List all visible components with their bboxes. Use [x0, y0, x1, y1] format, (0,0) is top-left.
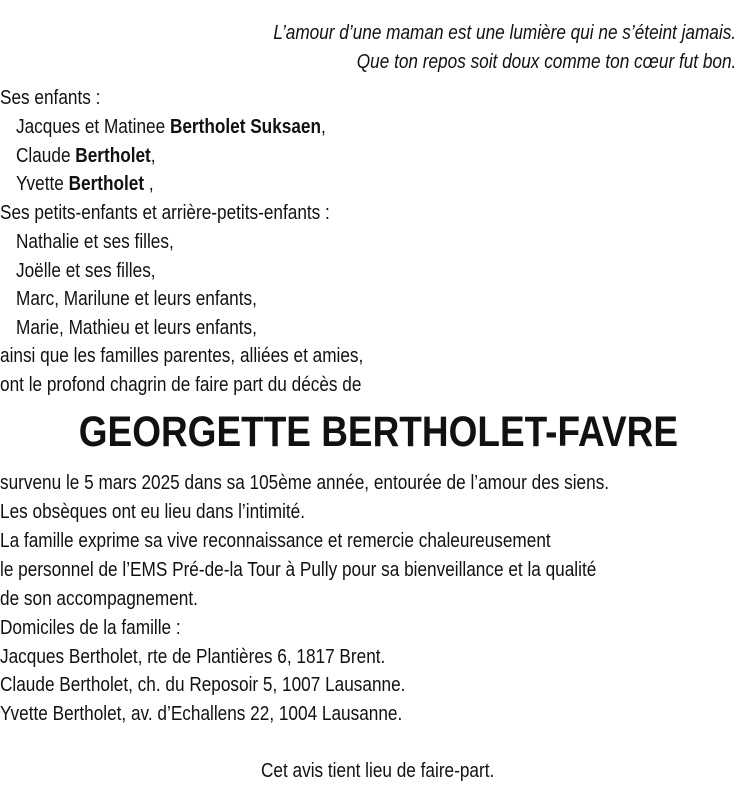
- grandchild-entry: Joëlle et ses filles,: [16, 260, 156, 282]
- child-entry: [16, 142, 156, 171]
- child-surname: Bertholet Suksaen: [169, 116, 321, 138]
- grandchild-entry: Marie, Mathieu et leurs enfants,: [16, 317, 257, 339]
- body-line: le personnel de l’EMS Pré-de-la Tour à Pully pour sa bienveillance et la qualité: [0, 559, 597, 581]
- child-given-names: Jacques et Matinee: [16, 116, 170, 138]
- children-heading: Ses enfants :: [0, 87, 101, 109]
- child-punctuation: ,: [320, 116, 326, 138]
- body-line: survenu le 5 mars 2025 dans sa 105ème année, entourée de l’amour des siens.: [0, 472, 610, 494]
- address-entry: Claude Bertholet, ch. du Reposoir 5, 1007 Lausanne.: [0, 674, 406, 696]
- child-surname: Bertholet: [75, 145, 151, 167]
- addresses-heading: Domiciles de la famille :: [0, 617, 181, 639]
- address-entry: Jacques Bertholet, rte de Plantières 6, 1817 Brent.: [0, 646, 386, 668]
- child-given-names: Yvette: [16, 173, 69, 195]
- deceased-name-text: GEORGETTE BERTHOLET-FAVRE: [78, 408, 678, 456]
- child-given-names: Claude: [16, 145, 76, 167]
- child-entry: [16, 113, 326, 142]
- announcement-line: ont le profond chagrin de faire part du décès de: [0, 374, 362, 396]
- child-surname: Bertholet: [68, 173, 145, 195]
- family-line: ainsi que les familles parentes, alliées et amies,: [0, 345, 364, 367]
- child-entry: [16, 170, 154, 199]
- body-line: Les obsèques ont eu lieu dans l’intimité.: [0, 501, 306, 523]
- child-punctuation: ,: [150, 145, 156, 167]
- epigraph-line-1: L’amour d’une maman est une lumière qui ne s’éteint jamais.: [273, 22, 736, 44]
- body-line: La famille exprime sa vive reconnaissance et remercie chaleureusement: [0, 530, 551, 552]
- deceased-name: [0, 404, 756, 460]
- body-line: de son accompagnement.: [0, 588, 198, 610]
- address-entry: Yvette Bertholet, av. d’Echallens 22, 1004 Lausanne.: [0, 703, 403, 725]
- child-punctuation: ,: [144, 173, 154, 195]
- grandchildren-heading: Ses petits-enfants et arrière-petits-enfants :: [0, 202, 330, 224]
- epigraph-line-2: Que ton repos soit doux comme ton cœur fut bon.: [356, 51, 736, 73]
- grandchild-entry: Nathalie et ses filles,: [16, 231, 174, 253]
- grandchild-entry: Marc, Marilune et leurs enfants,: [16, 288, 257, 310]
- closing-line: [0, 757, 756, 786]
- closing-text: Cet avis tient lieu de faire-part.: [261, 760, 495, 782]
